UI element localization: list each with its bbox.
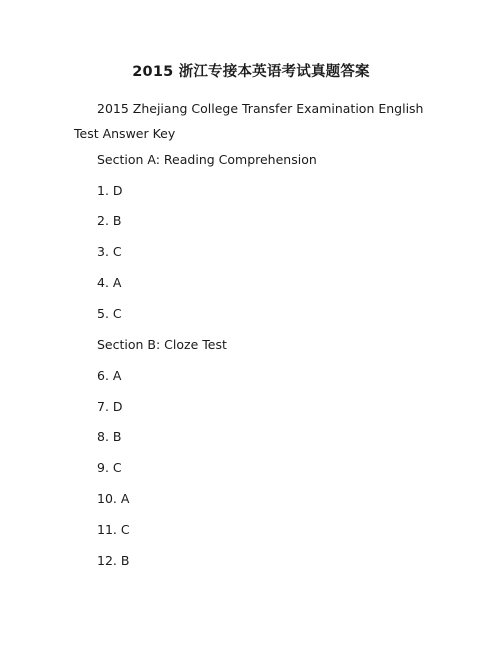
document-title: 2015 浙江专接本英语考试真题答案 <box>132 64 370 80</box>
section-b-heading: Section B: Cloze Test <box>97 337 227 352</box>
intro-paragraph: 2015 Zhejiang College Transfer Examination English Test Answer Key <box>74 101 424 141</box>
answer-line: 8. B <box>97 429 122 444</box>
answer-line: 6. A <box>97 368 122 383</box>
answer-line: 7. D <box>97 399 123 414</box>
answer-line: 9. C <box>97 460 122 475</box>
answer-line: 5. C <box>97 306 122 321</box>
answer-line: 12. B <box>97 553 130 568</box>
answer-line: 1. D <box>97 183 123 198</box>
answer-line: 11. C <box>97 522 130 537</box>
answer-line: 3. C <box>97 244 122 259</box>
answer-line: 4. A <box>97 275 122 290</box>
answer-line: 10. A <box>97 491 130 506</box>
section-a-heading: Section A: Reading Comprehension <box>97 152 317 167</box>
answer-line: 2. B <box>97 213 122 228</box>
